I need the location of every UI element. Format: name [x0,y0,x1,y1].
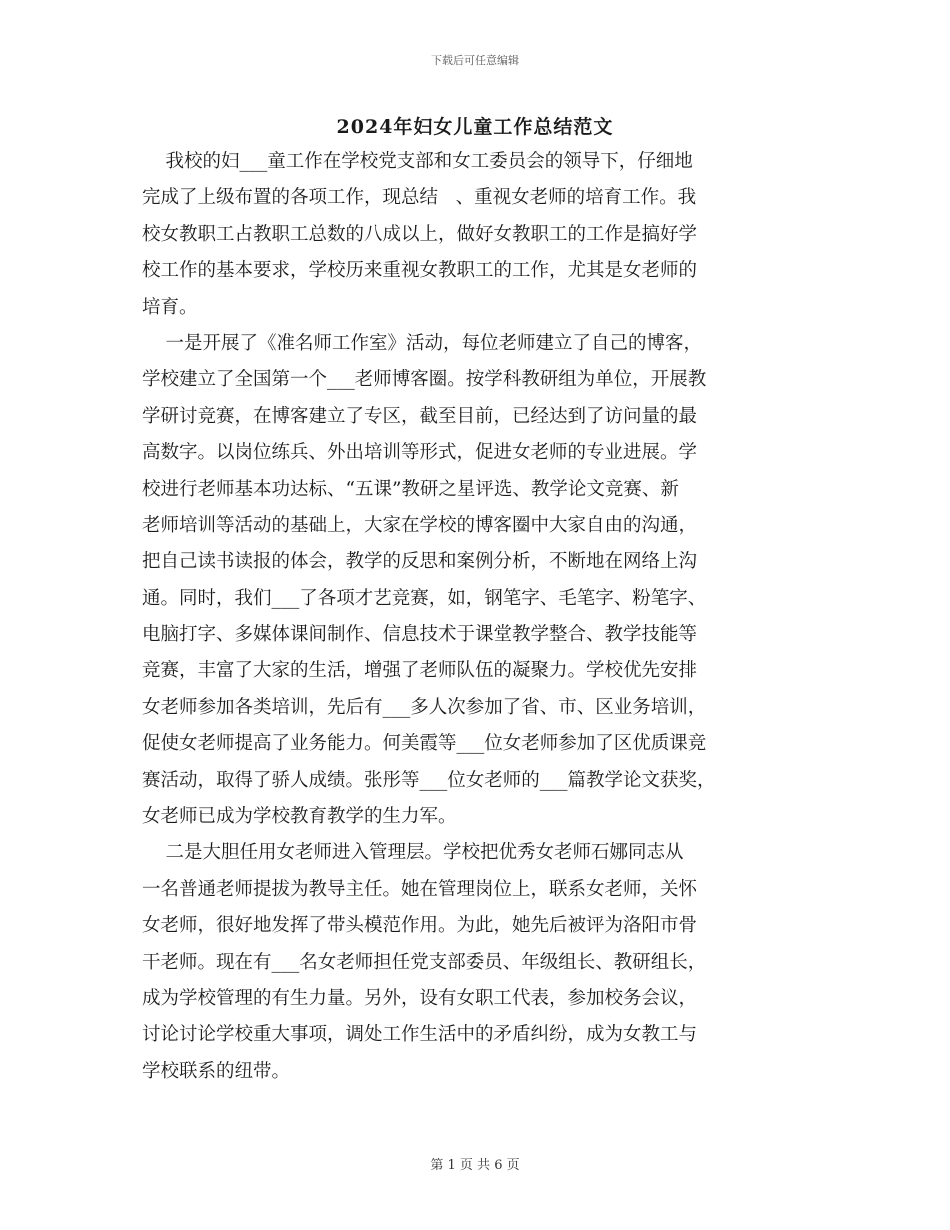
text-line: 促使女老师提高了业务能力。何美霞等___位女老师参加了区优质课竞 [142,733,707,755]
text-line: 校女教职工占教职工总数的八成以上，做好女教职工的工作是搞好学 [142,223,698,245]
text-line: 培育。 [142,296,198,318]
text-line: 二是大胆任用女老师进入管理层。学校把优秀女老师石娜同志从 [142,842,684,864]
text-line: 赛活动，取得了骄人成绩。张彤等___位女老师的___篇教学论文获奖， [142,769,716,791]
text-line: 成为学校管理的有生力量。另外，设有女职工代表，参加校务会议， [142,987,698,1009]
text-line: 电脑打字、多媒体课间制作、信息技术于课堂教学整合、教学技能等 [142,624,698,646]
text-line: 女老师参加各类培训，先后有___多人次参加了省、市、区业务培训， [142,696,707,718]
page-number: 第 1 页 共 6 页 [430,1158,520,1173]
text-line: 学校建立了全国第一个___老师博客圈。按学科教研组为单位，开展教 [142,369,707,391]
text-line: 女老师已成为学校教育教学的生力军。 [142,806,457,828]
text-line: 女老师，很好地发挥了带头模范作用。为此，她先后被评为洛阳市骨 [142,915,698,937]
text-line: 讨论讨论学校重大事项，调处工作生活中的矛盾纠纷，成为女教工与 [142,1024,698,1046]
document-title: 2024年妇女儿童工作总结范文 [336,116,614,138]
text-line: 校进行老师基本功达标、“五课”教研之星评选、教学论文竞赛、新 [142,478,679,500]
text-line: 学校联系的纽带。 [142,1060,291,1082]
text-line: 校工作的基本要求，学校历来重视女教职工的工作，尤其是女老师的 [142,260,698,282]
document-body [142,144,810,1090]
text-line: 通。同时，我们___了各项才艺竞赛，如，钢笔字、毛笔字、粉笔字、 [142,587,707,609]
text-line: 竞赛，丰富了大家的生活，增强了老师队伍的凝聚力。学校优先安排 [142,660,698,682]
text-line: 一是开展了《准名师工作室》活动，每位老师建立了自己的博客， [142,332,703,354]
text-line: 一名普通老师提拔为教导主任。她在管理岗位上，联系女老师，关怀 [142,878,698,900]
text-line: 我校的妇___童工作在学校党支部和女工委员会的领导下，仔细地 [142,151,693,172]
header-note: 下载后可任意编辑 [431,54,519,67]
text-line: 学研讨竞赛，在博客建立了专区，截至目前，已经达到了访问量的最 [142,405,698,427]
text-line: 高数字。以岗位练兵、外出培训等形式，促进女老师的专业进展。学 [142,442,698,464]
text-line: 干老师。现在有___名女老师担任党支部委员、年级组长、教研组长， [142,951,707,973]
text-line: 完成了上级布置的各项工作，现总结 、重视女老师的培育工作。我 [142,187,697,209]
text-line: 把自己读书读报的体会，教学的反思和案例分析，不断地在网络上沟 [142,551,698,573]
text-line: 老师培训等活动的基础上，大家在学校的博客圈中大家自由的沟通， [142,514,698,536]
